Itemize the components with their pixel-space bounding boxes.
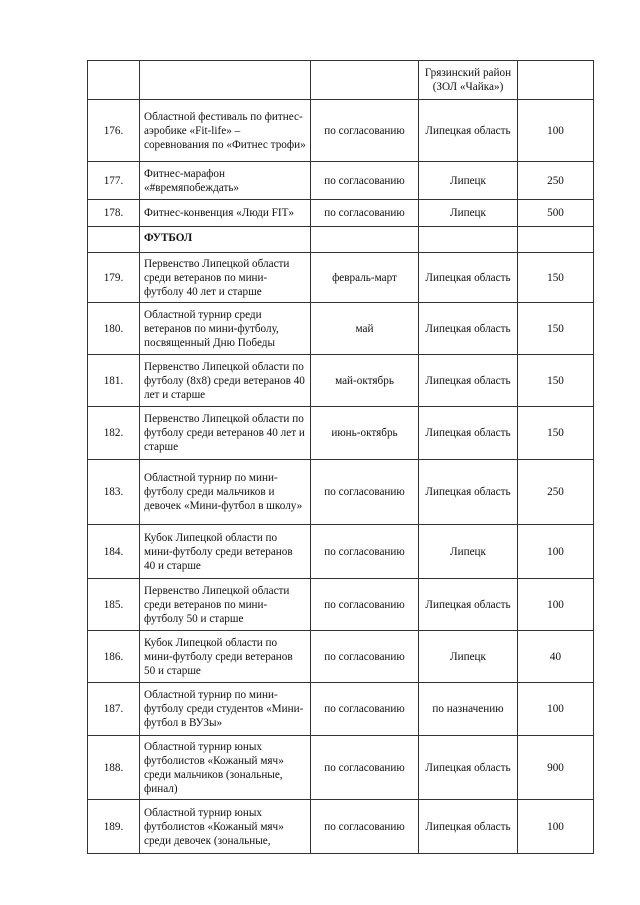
event-date: июнь-октябрь (311, 407, 419, 460)
event-place: Липецкая область (419, 800, 518, 854)
table-row (88, 579, 594, 631)
row-number: 186. (88, 631, 140, 683)
participants-count: 150 (518, 303, 594, 355)
participants-count: 150 (518, 253, 594, 303)
row-number: 176. (88, 100, 140, 162)
event-place: Липецк (419, 631, 518, 683)
table-row (88, 100, 594, 162)
event-name: Первенство Липецкой области по футболу (8х8) среди ветеранов 40 лет и старше (140, 355, 311, 407)
event-place: Липецкая область (419, 407, 518, 460)
event-name: Кубок Липецкой области по мини-футболу среди ветеранов 40 и старше (140, 525, 311, 579)
event-place: Липецкая область (419, 736, 518, 800)
participants-count (518, 227, 594, 253)
row-number (88, 61, 140, 100)
event-date: май (311, 303, 419, 355)
row-number: 177. (88, 162, 140, 200)
participants-count: 100 (518, 800, 594, 854)
event-place: Липецк (419, 162, 518, 200)
event-date: по согласованию (311, 800, 419, 854)
event-name: Областной турнир по мини-футболу среди мальчиков и девочек «Мини-футбол в школу» (140, 460, 311, 525)
section-title: ФУТБОЛ (140, 227, 311, 253)
event-place: Липецкая область (419, 100, 518, 162)
participants-count: 40 (518, 631, 594, 683)
event-name: Областной турнир юных футболистов «Кожаный мяч» среди девочек (зональные, (140, 800, 311, 854)
table-row (88, 683, 594, 736)
event-name (140, 61, 311, 100)
event-name: Фитнес-конвенция «Люди FIT» (140, 200, 311, 227)
row-number: 185. (88, 579, 140, 631)
event-date: май-октябрь (311, 355, 419, 407)
event-name: Областной турнир юных футболистов «Кожаный мяч» среди мальчиков (зональные, финал) (140, 736, 311, 800)
row-number: 181. (88, 355, 140, 407)
row-number: 183. (88, 460, 140, 525)
events-table (87, 60, 594, 854)
event-date: по согласованию (311, 579, 419, 631)
event-date: по согласованию (311, 100, 419, 162)
table-row (88, 736, 594, 800)
participants-count: 100 (518, 683, 594, 736)
event-name: Кубок Липецкой области по мини-футболу среди ветеранов 50 и старше (140, 631, 311, 683)
participants-count: 100 (518, 579, 594, 631)
event-name: Областной турнир по мини-футболу среди студентов «Мини-футбол в ВУЗы» (140, 683, 311, 736)
event-date: по согласованию (311, 200, 419, 227)
table-row (88, 460, 594, 525)
table-row (88, 355, 594, 407)
table-row (88, 200, 594, 227)
participants-count: 900 (518, 736, 594, 800)
table-row (88, 525, 594, 579)
row-number: 187. (88, 683, 140, 736)
row-number: 189. (88, 800, 140, 854)
participants-count: 250 (518, 162, 594, 200)
section-row (88, 227, 594, 253)
participants-count: 500 (518, 200, 594, 227)
event-date: по согласованию (311, 683, 419, 736)
event-place: Липецкая область (419, 355, 518, 407)
row-number: 178. (88, 200, 140, 227)
event-date (311, 227, 419, 253)
participants-count: 150 (518, 355, 594, 407)
participants-count: 100 (518, 525, 594, 579)
event-date: по согласованию (311, 460, 419, 525)
table-row (88, 253, 594, 303)
event-date: по согласованию (311, 525, 419, 579)
table-row (88, 303, 594, 355)
table-row (88, 800, 594, 854)
event-date: по согласованию (311, 631, 419, 683)
event-name: Первенство Липецкой области среди ветеранов по мини-футболу 50 и старше (140, 579, 311, 631)
participants-count: 150 (518, 407, 594, 460)
participants-count: 100 (518, 100, 594, 162)
event-place (419, 227, 518, 253)
table-row (88, 631, 594, 683)
event-place: Липецк (419, 200, 518, 227)
event-place: Грязинский район (ЗОЛ «Чайка») (419, 61, 518, 100)
event-date (311, 61, 419, 100)
event-place: Липецкая область (419, 460, 518, 525)
event-place: по назначению (419, 683, 518, 736)
event-name: Первенство Липецкой области по футболу среди ветеранов 40 лет и старше (140, 407, 311, 460)
row-number: 180. (88, 303, 140, 355)
event-date: по согласованию (311, 736, 419, 800)
event-date: по согласованию (311, 162, 419, 200)
event-name: Областной турнир среди ветеранов по мини-футболу, посвященный Дню Победы (140, 303, 311, 355)
event-name: Областной фестиваль по фитнес-аэробике «Fit-life» – соревнования по «Фитнес трофи» (140, 100, 311, 162)
event-place: Липецкая область (419, 303, 518, 355)
table-row (88, 162, 594, 200)
event-name: Фитнес-марафон «#времяпобеждать» (140, 162, 311, 200)
event-date: февраль-март (311, 253, 419, 303)
row-number: 184. (88, 525, 140, 579)
row-number: 188. (88, 736, 140, 800)
table-row (88, 61, 594, 100)
event-place: Липецкая область (419, 253, 518, 303)
row-number: 179. (88, 253, 140, 303)
table-row (88, 407, 594, 460)
event-name: Первенство Липецкой области среди ветеранов по мини-футболу 40 лет и старше (140, 253, 311, 303)
event-place: Липецк (419, 525, 518, 579)
participants-count (518, 61, 594, 100)
row-number (88, 227, 140, 253)
row-number: 182. (88, 407, 140, 460)
participants-count: 250 (518, 460, 594, 525)
event-place: Липецкая область (419, 579, 518, 631)
